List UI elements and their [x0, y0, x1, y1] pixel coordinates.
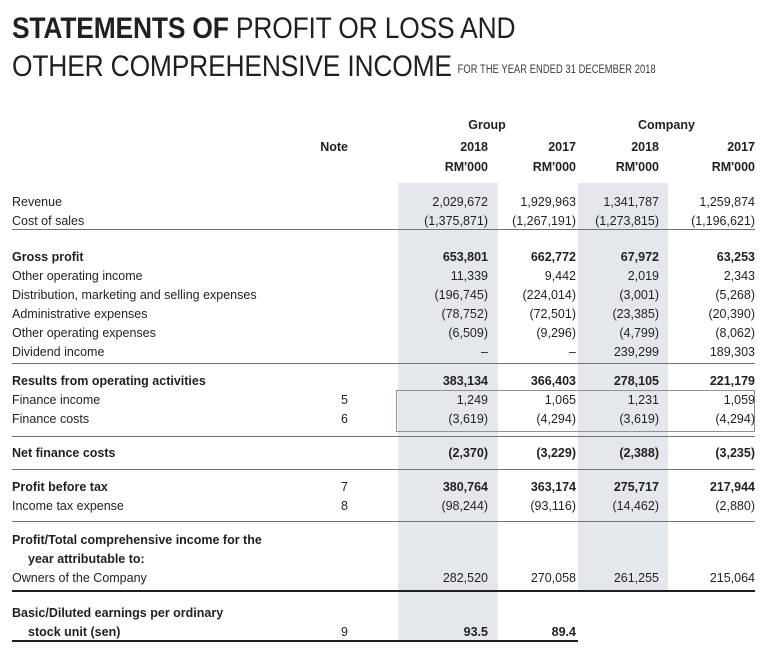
cell-group-2017: 366,403	[530, 374, 576, 388]
table-row	[0, 250, 760, 269]
cell-company-2017: 1,059	[723, 393, 755, 407]
table-row	[0, 195, 760, 214]
table-row	[0, 499, 760, 518]
table-row	[0, 606, 760, 625]
row-label: stock unit (sen)	[28, 625, 121, 639]
row-label: Profit/Total comprehensive income for the	[12, 533, 262, 547]
column-header-note: Note	[320, 140, 348, 154]
table-row	[0, 307, 760, 326]
cell-company-2017: 215,064	[709, 571, 755, 585]
page-title-line-1	[12, 10, 660, 48]
cell-company-2018: (4,799)	[619, 326, 659, 340]
table-row	[0, 571, 760, 590]
page-title-line2-text: OTHER COMPREHENSIVE INCOME	[12, 50, 452, 83]
column-group-heading-company: Company	[638, 118, 695, 132]
cell-group-2017: (224,014)	[522, 288, 576, 302]
cell-group-2018: 2,029,672	[432, 195, 488, 209]
cell-company-2017: (8,062)	[715, 326, 755, 340]
cell-company-2018: (1,273,815)	[595, 214, 659, 228]
column-unit-group-2017: RM'000	[532, 160, 576, 174]
row-label: Other operating expenses	[12, 326, 156, 340]
cell-group-2018: (6,509)	[448, 326, 488, 340]
table-row	[0, 393, 760, 412]
cell-group-2017: 270,058	[530, 571, 576, 585]
cell-group-2017: –	[569, 345, 576, 359]
table-row	[0, 480, 760, 499]
cell-company-2018: (14,462)	[612, 499, 659, 513]
cell-company-2017: (20,390)	[708, 307, 755, 321]
cell-group-2017: (4,294)	[536, 412, 576, 426]
cell-company-2017: 1,259,874	[699, 195, 755, 209]
table-rule	[12, 521, 755, 522]
cell-company-2017: (5,268)	[715, 288, 755, 302]
cell-group-2017: (3,229)	[536, 446, 576, 460]
row-note-reference: 6	[341, 412, 348, 426]
cell-company-2018: 261,255	[613, 571, 659, 585]
column-header-group-2018: 2018	[460, 140, 488, 154]
page-title-rest: PROFIT OR LOSS AND	[228, 12, 516, 45]
row-label: Net finance costs	[12, 446, 116, 460]
cell-group-2018: –	[481, 345, 488, 359]
cell-group-2018: (1,375,871)	[424, 214, 488, 228]
cell-group-2018: 383,134	[442, 374, 488, 388]
cell-group-2017: 662,772	[530, 250, 576, 264]
table-row	[0, 552, 760, 571]
table-row	[0, 446, 760, 465]
row-label: Other operating income	[12, 269, 143, 283]
cell-company-2017: 63,253	[716, 250, 755, 264]
row-note-reference: 7	[341, 480, 348, 494]
page-title-line-2	[12, 48, 660, 92]
cell-company-2017: (2,880)	[715, 499, 755, 513]
row-note-reference: 8	[341, 499, 348, 513]
row-label: Results from operating activities	[12, 374, 206, 388]
cell-company-2018: (3,001)	[619, 288, 659, 302]
table-row	[0, 345, 760, 364]
row-label: Gross profit	[12, 250, 84, 264]
column-group-heading-group: Group	[468, 118, 506, 132]
cell-group-2017: (93,116)	[530, 499, 576, 513]
column-unit-company-2018: RM'000	[615, 160, 659, 174]
cell-group-2017: 9,442	[544, 269, 576, 283]
cell-group-2017: 1,929,963	[520, 195, 576, 209]
table-row	[0, 288, 760, 307]
cell-group-2018: 653,801	[442, 250, 488, 264]
row-label: Owners of the Company	[12, 571, 147, 585]
cell-company-2018: 1,341,787	[603, 195, 659, 209]
page-header	[12, 10, 748, 92]
cell-company-2018: (2,388)	[619, 446, 659, 460]
column-unit-group-2018: RM'000	[444, 160, 488, 174]
cell-group-2017: 363,174	[530, 480, 576, 494]
cell-company-2017: 189,303	[709, 345, 755, 359]
cell-company-2018: 2,019	[627, 269, 659, 283]
table-rule	[12, 469, 755, 470]
cell-group-2018: (78,752)	[441, 307, 488, 321]
row-label: Dividend income	[12, 345, 105, 359]
cell-company-2018: 239,299	[613, 345, 659, 359]
cell-company-2017: (1,196,621)	[691, 214, 755, 228]
table-row	[0, 625, 760, 644]
cell-group-2017: (9,296)	[536, 326, 576, 340]
table-row	[0, 326, 760, 345]
cell-company-2017: 217,944	[709, 480, 755, 494]
column-header-company-2018: 2018	[631, 140, 659, 154]
row-label: Basic/Diluted earnings per ordinary	[12, 606, 224, 620]
cell-group-2018: 11,339	[450, 269, 488, 283]
cell-company-2017: (3,235)	[715, 446, 755, 460]
page-subtitle: FOR THE YEAR ENDED 31 DECEMBER 2018	[457, 64, 656, 76]
cell-group-2018: (2,370)	[448, 446, 488, 460]
cell-group-2018: 380,764	[442, 480, 488, 494]
table-rule	[12, 436, 755, 437]
table-row	[0, 374, 760, 393]
row-label: Income tax expense	[12, 499, 124, 513]
cell-company-2018: 67,972	[620, 250, 659, 264]
table-row	[0, 214, 760, 233]
row-label: Cost of sales	[12, 214, 85, 228]
cell-group-2018: (196,745)	[434, 288, 488, 302]
cell-group-2018: (3,619)	[448, 412, 488, 426]
cell-group-2017: (1,267,191)	[512, 214, 576, 228]
row-label: Distribution, marketing and selling expenses	[12, 288, 257, 302]
cell-company-2018: 1,231	[627, 393, 659, 407]
row-label: Revenue	[12, 195, 63, 209]
row-label: Administrative expenses	[12, 307, 148, 321]
cell-company-2018: 278,105	[613, 374, 659, 388]
column-header-company-2017: 2017	[727, 140, 755, 154]
table-row	[0, 533, 760, 552]
column-header-group-2017: 2017	[548, 140, 576, 154]
cell-group-2018: 282,520	[442, 571, 488, 585]
page-title-strong: STATEMENTS OF	[12, 12, 229, 45]
cell-group-2018: 93.5	[463, 625, 488, 639]
cell-company-2017: (4,294)	[715, 412, 755, 426]
table-row	[0, 412, 760, 431]
column-unit-company-2017: RM'000	[711, 160, 755, 174]
table-rule	[12, 590, 755, 592]
row-label: year attributable to:	[28, 552, 145, 566]
cell-group-2018: (98,244)	[441, 499, 488, 513]
row-note-reference: 9	[341, 625, 348, 639]
row-label: Finance income	[12, 393, 101, 407]
cell-company-2017: 2,343	[723, 269, 755, 283]
cell-group-2017: 1,065	[544, 393, 576, 407]
row-label: Profit before tax	[12, 480, 108, 494]
row-label: Finance costs	[12, 412, 90, 426]
cell-company-2018: 275,717	[613, 480, 659, 494]
row-note-reference: 5	[341, 393, 348, 407]
cell-group-2017: 89.4	[551, 625, 576, 639]
cell-company-2017: 221,179	[709, 374, 755, 388]
cell-group-2017: (72,501)	[529, 307, 576, 321]
table-row	[0, 269, 760, 288]
cell-group-2018: 1,249	[456, 393, 488, 407]
cell-company-2018: (3,619)	[619, 412, 659, 426]
cell-company-2018: (23,385)	[612, 307, 659, 321]
